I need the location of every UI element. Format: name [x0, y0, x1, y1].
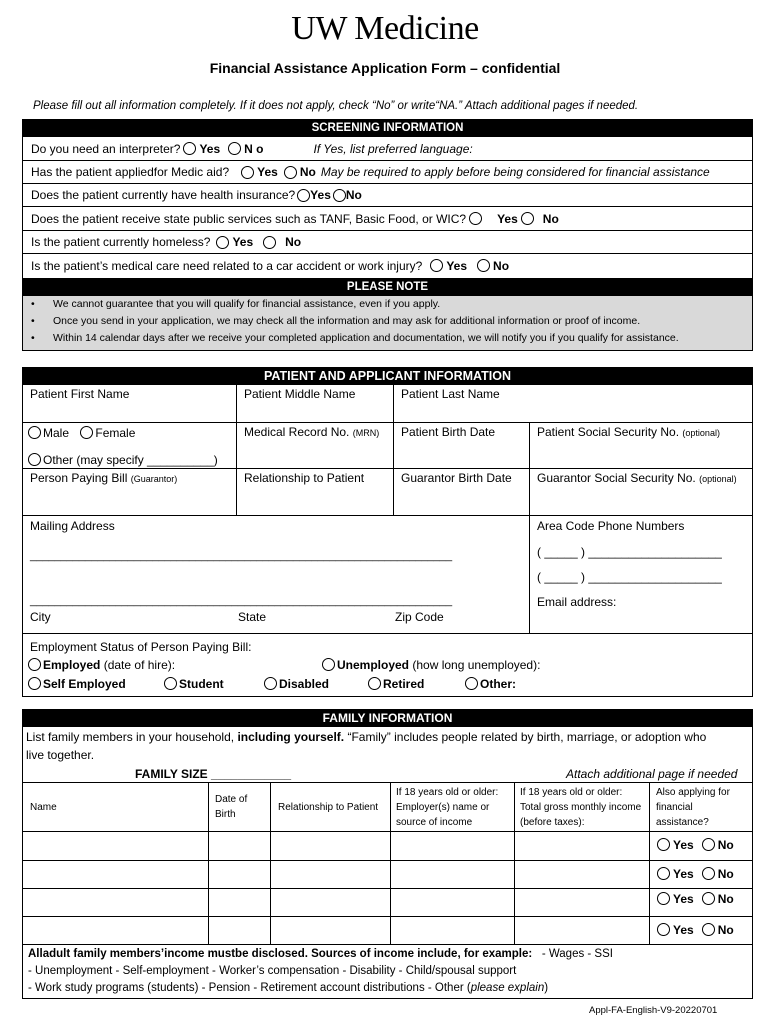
- row2-applying: Yes No: [657, 867, 734, 881]
- col-income: If 18 years old or older: Total gross monthly income (before taxes):: [520, 787, 642, 828]
- mailing-address-line[interactable]: _____________________________________________________________________: [30, 550, 453, 562]
- homeless-no-radio[interactable]: [263, 236, 276, 249]
- unemployed-option: Unemployed (how long unemployed):: [322, 658, 540, 672]
- employed-option: Employed (date of hire):: [28, 658, 175, 672]
- col-employer: If 18 years old or older: Employer(s) name or source of income: [396, 787, 499, 828]
- q-public-services: Does the patient receive state public services such as TANF, Basic Food, or WIC? Yes No: [23, 207, 752, 231]
- gender-other: Other (may specify __________): [28, 453, 218, 467]
- retired-radio[interactable]: [368, 677, 381, 690]
- unemployed-radio[interactable]: [322, 658, 335, 671]
- public-services-yes-radio[interactable]: [469, 212, 482, 225]
- email-label: Email address:: [537, 595, 617, 609]
- retired-option: Retired: [368, 677, 424, 691]
- row1-yes-radio[interactable]: [657, 838, 670, 851]
- relationship-label: Relationship to Patient: [244, 471, 365, 485]
- state-label: State: [238, 610, 267, 624]
- insurance-no-radio[interactable]: [333, 189, 346, 202]
- q-homeless: Is the patient currently homeless? Yes No: [23, 231, 752, 254]
- col-dob: Date of Birth: [215, 794, 248, 820]
- city-label: City: [30, 610, 51, 624]
- disabled-radio[interactable]: [264, 677, 277, 690]
- mrn-label: Medical Record No. (MRN): [244, 425, 380, 439]
- guarantor-birth-label: Guarantor Birth Date: [401, 471, 512, 485]
- family-intro: List family members in your household, including yourself. “Family” includes people related by birth, marriage, or adoption who: [26, 730, 707, 744]
- income-disclosure: Alladult family members’income mustbe disclosed. Sources of income include, for example: - Wages - SSI: [28, 948, 613, 960]
- other-status-radio[interactable]: [465, 677, 478, 690]
- note-item: • Once you send in your application, we may check all the information and may ask for additional information or proof of income.: [31, 315, 641, 327]
- col-applying: Also applying for financial assistance?: [656, 787, 730, 828]
- row3-applying: Yes No: [657, 892, 734, 906]
- attach-note: Attach additional page if needed: [566, 767, 738, 781]
- please-note-section: [22, 279, 753, 351]
- row2-no-radio[interactable]: [702, 867, 715, 880]
- row4-applying: Yes No: [657, 923, 734, 937]
- guarantor-ssn-label: Guarantor Social Security No. (optional): [537, 471, 737, 485]
- student-option: Student: [164, 677, 224, 691]
- family-bar: FAMILY INFORMATION: [23, 710, 752, 727]
- row3-yes-radio[interactable]: [657, 892, 670, 905]
- employed-radio[interactable]: [28, 658, 41, 671]
- female-radio[interactable]: [80, 426, 93, 439]
- male-radio[interactable]: [28, 426, 41, 439]
- please-note-bar: PLEASE NOTE: [23, 279, 752, 296]
- form-code: Appl-FA-English-V9-20220701: [589, 1005, 718, 1016]
- self-employed-radio[interactable]: [28, 677, 41, 690]
- patient-bar: PATIENT AND APPLICANT INFORMATION: [23, 368, 752, 385]
- phone-line-2[interactable]: ( _____ ) ____________________: [537, 570, 722, 584]
- student-radio[interactable]: [164, 677, 177, 690]
- mailing-address-label: Mailing Address: [30, 519, 115, 533]
- uw-medicine-logo: UW Medicine: [291, 10, 479, 47]
- income-examples-1: - Unemployment - Self-employment - Worker’s compensation - Disability - Child/spousal support: [28, 965, 517, 977]
- birth-date-label: Patient Birth Date: [401, 425, 496, 439]
- row2-yes-radio[interactable]: [657, 867, 670, 880]
- income-examples-2: - Work study programs (students) - Pension - Retirement account distributions - Other (please explain): [28, 982, 549, 994]
- form-title: Financial Assistance Application Form – confidential: [209, 60, 561, 76]
- q-interpreter: Do you need an interpreter? Yes N o If Yes, list preferred language:: [23, 137, 752, 161]
- family-intro-2: live together.: [26, 748, 95, 762]
- phone-label: Area Code Phone Numbers: [537, 519, 685, 533]
- note-item: • We cannot guarantee that you will qualify for financial assistance, even if you apply.: [31, 298, 441, 310]
- screening-section: [22, 119, 753, 279]
- disabled-option: Disabled: [264, 677, 329, 691]
- medicaid-yes-radio[interactable]: [241, 166, 254, 179]
- row4-no-radio[interactable]: [702, 923, 715, 936]
- instructions: Please fill out all information completely. If it does not apply, check “No” or write“NA.” Attach additional pages if needed.: [33, 100, 639, 112]
- other-gender-radio[interactable]: [28, 453, 41, 466]
- phone-line-1[interactable]: ( _____ ) ____________________: [537, 545, 722, 559]
- note-item: • Within 14 calendar days after we receive your completed application and documentation, we will notify you if you qualify for assistance.: [31, 332, 679, 344]
- ssn-label: Patient Social Security No. (optional): [537, 425, 720, 439]
- interpreter-no-radio[interactable]: [228, 142, 241, 155]
- accident-yes-radio[interactable]: [430, 259, 443, 272]
- gender-male: Male Female: [28, 426, 135, 440]
- family-size-field[interactable]: FAMILY SIZE ____________: [135, 767, 292, 781]
- medicaid-no-radio[interactable]: [284, 166, 297, 179]
- zip-label: Zip Code: [395, 610, 444, 624]
- accident-no-radio[interactable]: [477, 259, 490, 272]
- row3-no-radio[interactable]: [702, 892, 715, 905]
- screening-bar: SCREENING INFORMATION: [23, 120, 752, 137]
- other-status-option: Other:: [465, 677, 516, 691]
- interpreter-yes-radio[interactable]: [183, 142, 196, 155]
- q-insurance: Does the patient currently have health insurance? Yes No: [23, 184, 752, 207]
- status-options-row: Self Employed: [28, 677, 126, 691]
- patient-last-name-label: Patient Last Name: [401, 387, 500, 401]
- row4-yes-radio[interactable]: [657, 923, 670, 936]
- public-services-no-radio[interactable]: [521, 212, 534, 225]
- q-medicaid: Has the patient appliedfor Medic aid? Yes No May be required to apply before being considered for financial assistance: [23, 161, 752, 184]
- city-state-zip-line[interactable]: _____________________________________________________________________: [30, 595, 453, 607]
- row1-no-radio[interactable]: [702, 838, 715, 851]
- patient-first-name-label: Patient First Name: [30, 387, 130, 401]
- homeless-yes-radio[interactable]: [216, 236, 229, 249]
- employment-status-label: Employment Status of Person Paying Bill:: [30, 640, 252, 654]
- col-name: Name: [30, 802, 57, 813]
- patient-middle-name-label: Patient Middle Name: [244, 387, 356, 401]
- col-relationship: Relationship to Patient: [278, 802, 379, 813]
- payer-label: Person Paying Bill (Guarantor): [30, 471, 178, 485]
- q-accident: Is the patient’s medical care need related to a car accident or work injury? Yes No: [31, 258, 510, 273]
- insurance-yes-radio[interactable]: [297, 189, 310, 202]
- row1-applying: Yes No: [657, 838, 734, 852]
